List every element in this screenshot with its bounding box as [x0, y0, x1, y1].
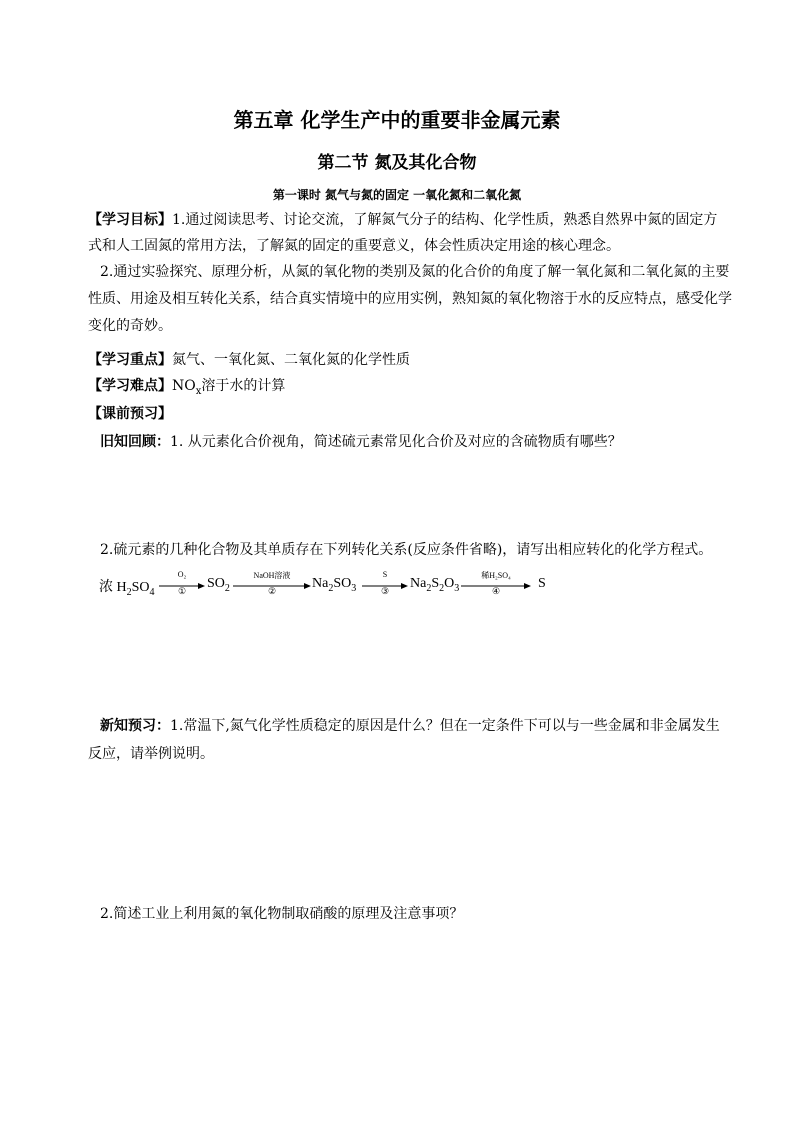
chapter-title: 第五章 化学生产中的重要非金属元素 — [233, 108, 561, 132]
new-knowledge-question-1-cont: 反应，请举例说明。 — [88, 746, 214, 762]
goals-line-1 — [88, 210, 717, 230]
arrow-1-condition: O₂ — [177, 570, 187, 579]
key-points-label: 【学习重点】 — [88, 352, 172, 368]
difficulties-label: 【学习难点】 — [88, 378, 172, 394]
review-question-2: 2.硫元素的几种化合物及其单质存在下列转化关系(反应条件省略)，请写出相应转化的化学方程式。 — [100, 542, 713, 558]
lesson-title: 第一课时 氮气与氮的固定 一氧化氮和二氧化氮 — [272, 188, 522, 202]
new-knowledge-q1-text: 1.常温下,氮气化学性质稳定的原因是什么？但在一定条件下可以与一些金属和非金属发生 — [170, 718, 720, 734]
arrow-1-label: ① — [177, 586, 187, 596]
review-label: 旧知回顾： — [100, 434, 170, 450]
arrow-step-4 — [461, 573, 531, 597]
arrow-step-3 — [362, 570, 408, 597]
key-points — [88, 350, 410, 370]
arrow-3-condition: S — [382, 570, 388, 579]
arrow-2-label: ② — [267, 586, 277, 596]
goals-line-4: 性质、用途及相互转化关系，结合真实情境中的应用实例，熟知氮的氧化物溶于水的反应特点，感受化学 — [88, 291, 732, 307]
new-knowledge-label: 新知预习： — [100, 718, 170, 734]
goals-line-3: 2.通过实验探究、原理分析，从氮的氧化物的类别及氮的化合价的角度了解一氧化氮和二氧化氮的主要 — [100, 264, 730, 280]
goals-line-5: 变化的奇妙。 — [88, 318, 172, 334]
arrow-4-condition: 稀H₂SO₄ — [481, 571, 511, 580]
goals-line-2: 式和人工固氮的常用方法，了解氮的固定的重要意义，体会性质决定用途的核心理念。 — [88, 238, 620, 254]
sulfur-conversion-chain — [99, 570, 559, 598]
difficulties-formula-sub: x — [195, 385, 202, 397]
difficulties — [88, 376, 285, 402]
preview-label: 【课前预习】 — [88, 406, 172, 422]
goals-text-1: 1.通过阅读思考、讨论交流，了解氮气分子的结构、化学性质，熟悉自然界中氮的固定方 — [172, 212, 718, 228]
goals-label: 【学习目标】 — [88, 212, 172, 228]
new-knowledge-question-2: 2.简述工业上利用氮的氧化物制取硝酸的原理及注意事项？ — [100, 906, 464, 922]
new-knowledge-question-1 — [100, 716, 720, 736]
arrow-step-1 — [159, 570, 205, 597]
difficulties-formula: NO — [172, 378, 196, 394]
species-s: S — [538, 576, 546, 591]
review-q1-text: 1. 从元素化合价视角，简述硫元素常见化合价及对应的含硫物质有哪些？ — [170, 434, 622, 450]
section-title: 第二节 氮及其化合物 — [317, 153, 477, 173]
review-question-1 — [100, 432, 622, 452]
arrow-2-condition: NaOH溶液 — [253, 571, 291, 580]
species-na2so3: $Na_2SO_3$ — [312, 576, 357, 594]
species-conc-h2so4: 浓 $H_2SO_4$ — [99, 580, 155, 598]
species-so2: $SO_2$ — [207, 576, 230, 594]
arrow-3-label: ③ — [380, 586, 390, 596]
key-points-text: 氮气、一氧化氮、二氧化氮的化学性质 — [172, 352, 410, 368]
difficulties-text: 溶于水的计算 — [201, 378, 286, 394]
arrow-4-label: ④ — [491, 586, 501, 596]
arrow-step-2 — [233, 573, 311, 597]
species-na2s2o3: $Na_2S_2O_3$ — [410, 576, 460, 594]
